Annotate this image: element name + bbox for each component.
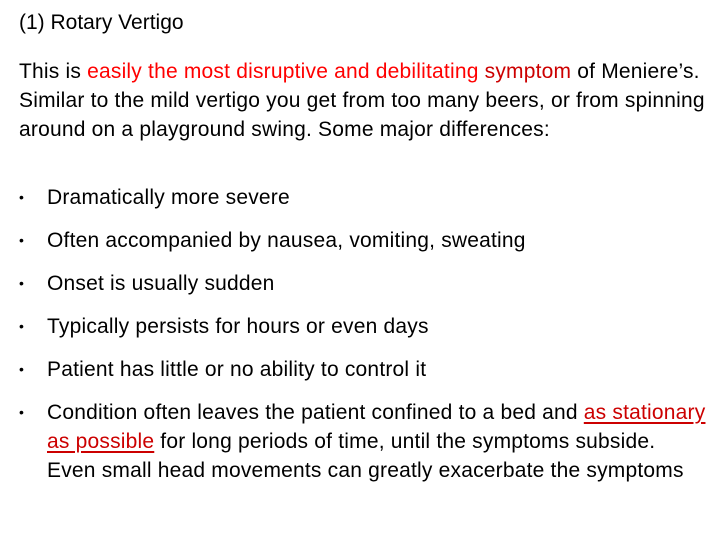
list-item-text: Dramatically more severe xyxy=(47,186,290,209)
list-item-text-end: for long periods of time, until the symptoms subside. Even small head movements can greatly exacerbate the symptoms xyxy=(47,430,684,482)
list-item-text: Patient has little or no ability to control it xyxy=(47,358,427,381)
intro-text-rest: of Meniere’s. Similar to the mild vertigo you get from too many beers, or from spinning around on a playground swing. Some major differences: xyxy=(19,60,705,141)
list-item xyxy=(19,312,709,341)
intro-paragraph xyxy=(19,57,709,144)
bullet-icon: • xyxy=(19,232,25,248)
bullet-icon: • xyxy=(19,404,25,420)
list-item-text xyxy=(47,398,709,485)
bullet-icon: • xyxy=(19,189,25,205)
intro-emphasis-symptom: symptom xyxy=(484,60,572,83)
bullet-icon: • xyxy=(19,318,25,334)
list-item-text: Typically persists for hours or even days xyxy=(47,315,429,338)
list-item-text-start: Condition often leaves the patient confined to a bed and xyxy=(47,401,584,424)
intro-text-start: This is xyxy=(19,60,88,83)
list-item xyxy=(19,398,709,485)
list-item-text: Onset is usually sudden xyxy=(47,272,275,295)
list-item xyxy=(19,183,709,212)
bullet-icon: • xyxy=(19,275,25,291)
intro-emphasis: easily the most disruptive and debilitating xyxy=(87,60,479,83)
list-item-text: Often accompanied by nausea, vomiting, sweating xyxy=(47,229,526,252)
list-item xyxy=(19,269,709,298)
list-item xyxy=(19,226,709,255)
highlighted-phrase: as stationary as possible xyxy=(47,401,706,453)
bullet-icon: • xyxy=(19,361,25,377)
list-item xyxy=(19,355,709,384)
slide-heading: (1) Rotary Vertigo xyxy=(19,11,184,34)
